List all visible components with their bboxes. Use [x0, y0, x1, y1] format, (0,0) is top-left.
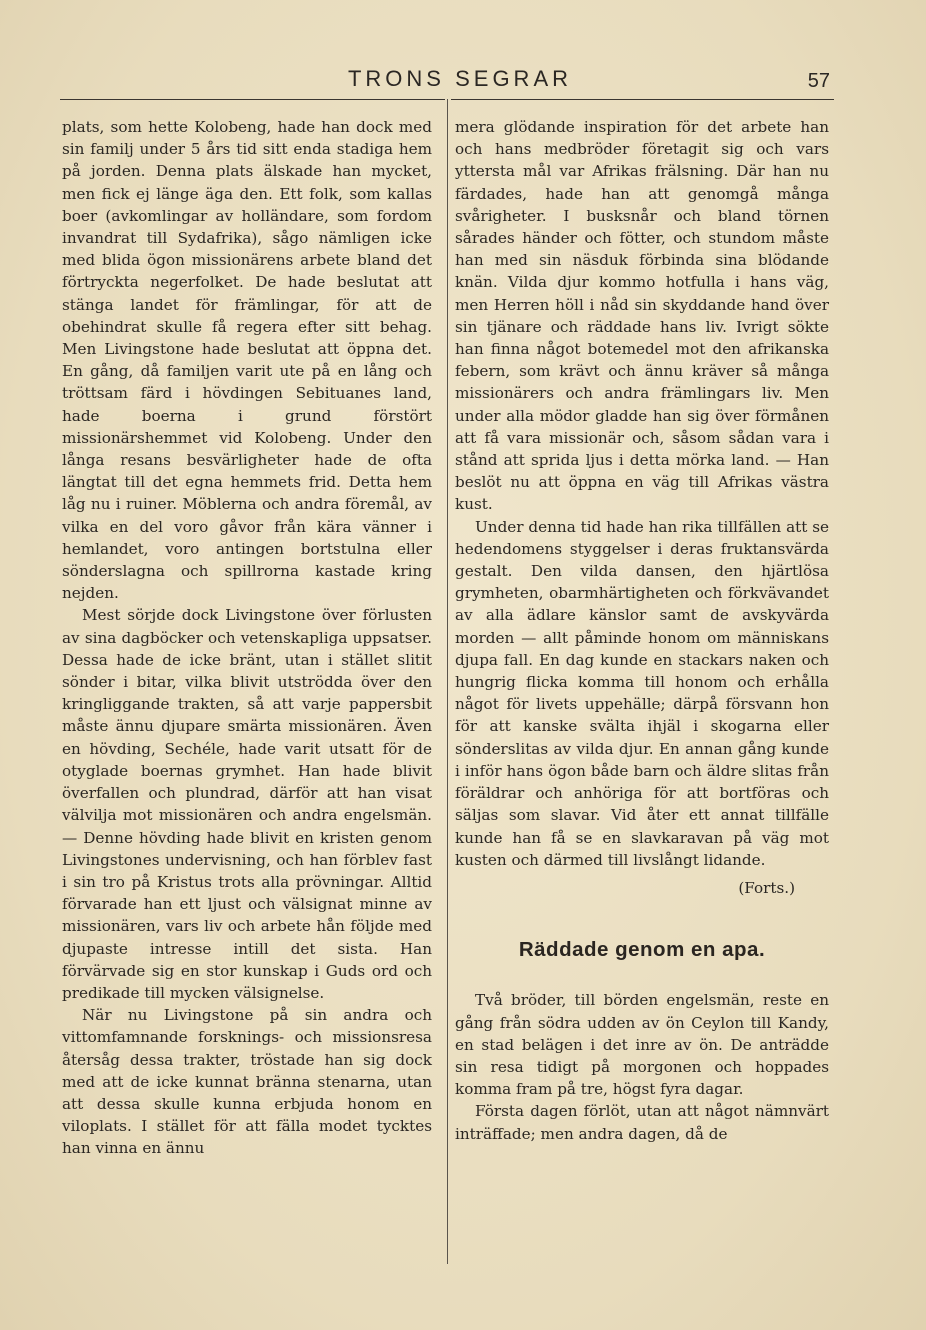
paragraph: mera glödande inspiration för det arbete han och hans medbröder företagit sig och vars yttersta mål var Afrikas frälsning. Där han nu färdades, hade han att genomgå många svårigheter. I busksnår och bland törnen sårades händer och fötter, och stundom måste han med sin näsduk förbinda sina blödande knän. Vilda djur kommo hotfulla i hans väg, men Herren höll i nåd sin skyddande hand över sin tjänare och räddade hans liv. Ivrigt sökte han finna något botemedel mot den afrikanska febern, som krävt och ännu kräver så många missionärers och andra främlingars liv. Men under alla mödor gladde han sig över förmånen att få vara missionär och, såsom sådan vara i stånd att sprida ljus i detta mörka land. — Han beslöt nu att öppna en väg till Afrikas västra kust.	[455, 118, 829, 514]
paragraph: När nu Livingstone på sin andra och vittomfamnande forsknings- och missionsresa återsåg dessa trakter, tröstade han sig dock med att de icke kunnat bränna stenarna, utan att dessa skulle kunna erbjuda honom en viloplats. I stället för att fälla modet tycktes han vinna en ännu	[62, 1006, 432, 1158]
paragraph: Under denna tid hade han rika tillfällen att se hedendomens styggelser i deras fruktansvärda gestalt. Den vilda dansen, den hjärtlösa grymheten, obarmhärtigheten och förkvävandet av alla ädlare känslor samt de avskyvärda morden — allt påminde honom om människans djupa fall. En dag kunde en stackars naken och hungrig flicka komma till honom och erhålla något för livets uppehälle; därpå försvann hon för att kanske svälta ihjäl i skogarna eller sönderslitas av vilda djur. En annan gång kunde i inför hans ögon både barn och äldre slitas från föräldrar och anhöriga för att bortföras och säljas som slavar. Vid åter ett annat tillfälle kunde han få se en slavkaravan på väg mot kusten och därmed till livslångt lidande.	[455, 517, 829, 869]
left-column	[62, 116, 432, 1160]
header-rule-right	[451, 99, 834, 100]
paragraph: Mest sörjde dock Livingstone över förlusten av sina dagböcker och vetenskapliga uppsatser. Dessa hade de icke bränt, utan i stället slitit sönder i bitar, vilka blivit utströdda över den kringliggande trakten, så att varje pappersbit måste ännu djupare smärta missionären. Även en hövding, Sechéle, hade varit utsatt för de otyglade boernas grymhet. Han hade blivit överfallen och plundrad, därför att han visat välvilja mot missionären och andra engelsmän. — Denne hövding hade blivit en kristen genom Livingstones undervisning, och han förblev fast i sin tro på Kristus trots alla prövningar. Alltid förvarade han ett ljust och välsignat minne av missionären, vars liv och arbete hån följde med djupaste intresse intill det sista. Han förvärvade sig en stor kunskap i Guds ord och predikade till mycken välsignelse.	[62, 606, 432, 1002]
paragraph: plats, som hette Kolobeng, hade han dock med sin familj under 5 års tid sitt enda stadiga hem på jorden. Denna plats älskade han mycket, men fick ej länge äga den. Ett folk, som kallas boer (avkomlingar av holländare, som fordom invandrat till Sydafrika), sågo nämligen icke med blida ögon missionärens arbete bland det förtryckta negerfolket. De hade beslutat att stänga landet för främlingar, för att de obehindrat skulle få regera efter sitt behag. Men Livingstone hade beslutat att öppna det. En gång, då familjen varit ute på en lång och tröttsam färd i hövdingen Sebituanes land, hade boerna i grund förstört missionärshemmet vid Kolobeng. Under den långa resans besvärligheter hade de ofta längtat till det egna hemmets frid. Detta hem låg nu i ruiner. Möblerna och andra föremål, av vilka en del voro gåvor från kära vänner i hemlandet, voro antingen bortstulna eller sönderslagna och spillrorna kastade kring nejden.	[62, 118, 432, 603]
running-header: TRONS SEGRAR	[347, 66, 573, 91]
story-title: Räddade genom en apa.	[518, 938, 766, 962]
paragraph: Första dagen förlöt, utan att något nämnvärt inträffade; men andra dagen, då de	[455, 1102, 829, 1143]
continued-note: (Forts.)	[738, 878, 795, 897]
header-rule-left	[60, 99, 445, 100]
page-number: 57	[807, 70, 830, 92]
right-column	[455, 116, 829, 1145]
column-divider	[447, 99, 448, 1264]
paragraph: Två bröder, till börden engelsmän, reste en gång från södra udden av ön Ceylon till Kandy, en stad belägen i det inre av ön. De anträdde sin resa tidigt på morgonen och hoppades komma fram på tre, högst fyra dagar.	[455, 991, 829, 1099]
